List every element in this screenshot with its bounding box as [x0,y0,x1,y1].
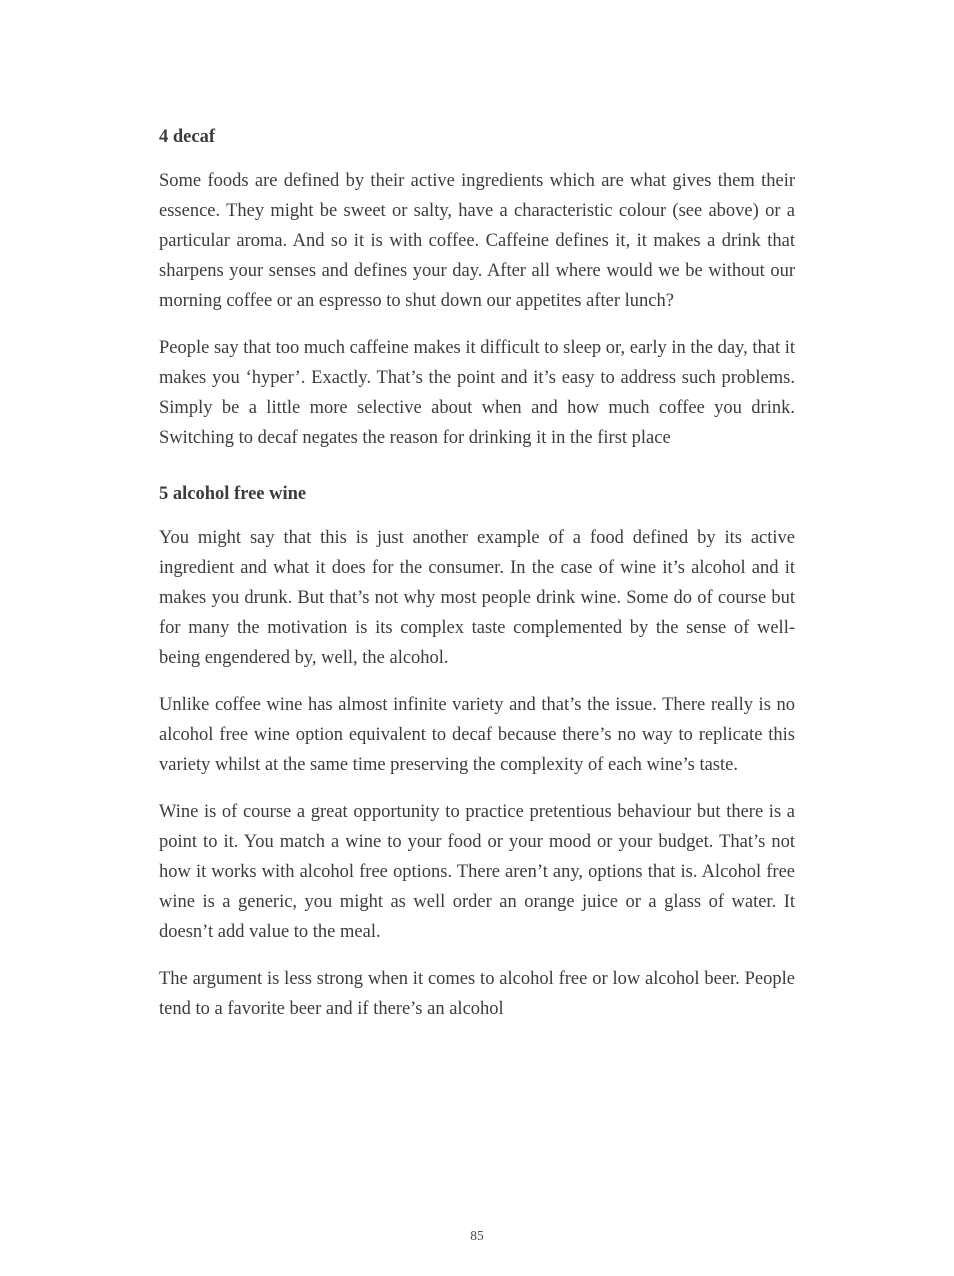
section-heading-decaf: 4 decaf [159,127,215,147]
paragraph: You might say that this is just another example of a food defined by its active ingredient and what it does for the consumer. In the case of wine it’s alcohol and it makes you drunk. But that’s not why most people drink wine. Some do of course but for many the motivation is its complex taste complemented by the sense of well-being engendered by, well, the alcohol. [159,528,795,668]
section-heading-alcohol-free-wine: 5 alcohol free wine [159,484,307,504]
paragraph: Wine is of course a great opportunity to practice pretentious behaviour but there is a point to it. You match a wine to your food or your mood or your budget. That’s not how it works with alcohol free options. There aren’t any, options that is. Alcohol free wine is a generic, you might as well order an orange juice or a glass of water. It doesn’t add value to the meal. [159,802,795,942]
section-decaf [159,122,795,453]
page-number: 85 [470,1228,484,1243]
paragraph: Some foods are defined by their active ingredients which are what gives them their essence. They might be sweet or salty, have a characteristic colour (see above) or a particular aroma. And so it is with coffee. Caffeine defines it, it makes a drink that sharpens your senses and defines your day. After all where would we be without our morning coffee or an espresso to shut down our appetites after lunch? [159,171,795,311]
paragraph: People say that too much caffeine makes it difficult to sleep or, early in the day, that it makes you ‘hyper’. Exactly. That’s the point and it’s easy to address such problems. Simply be a little more selective about when and how much coffee you drink. Switching to decaf negates the reason for drinking it in the first place [159,338,795,448]
paragraph: The argument is less strong when it comes to alcohol free or low alcohol beer. People tend to a favorite beer and if there’s an alcohol [159,969,795,1019]
paragraph: Unlike coffee wine has almost infinite variety and that’s the issue. There really is no alcohol free wine option equivalent to decaf because there’s no way to replicate this variety whilst at the same time preserving the complexity of each wine’s taste. [159,695,795,775]
section-alcohol-free-wine [159,479,795,1024]
